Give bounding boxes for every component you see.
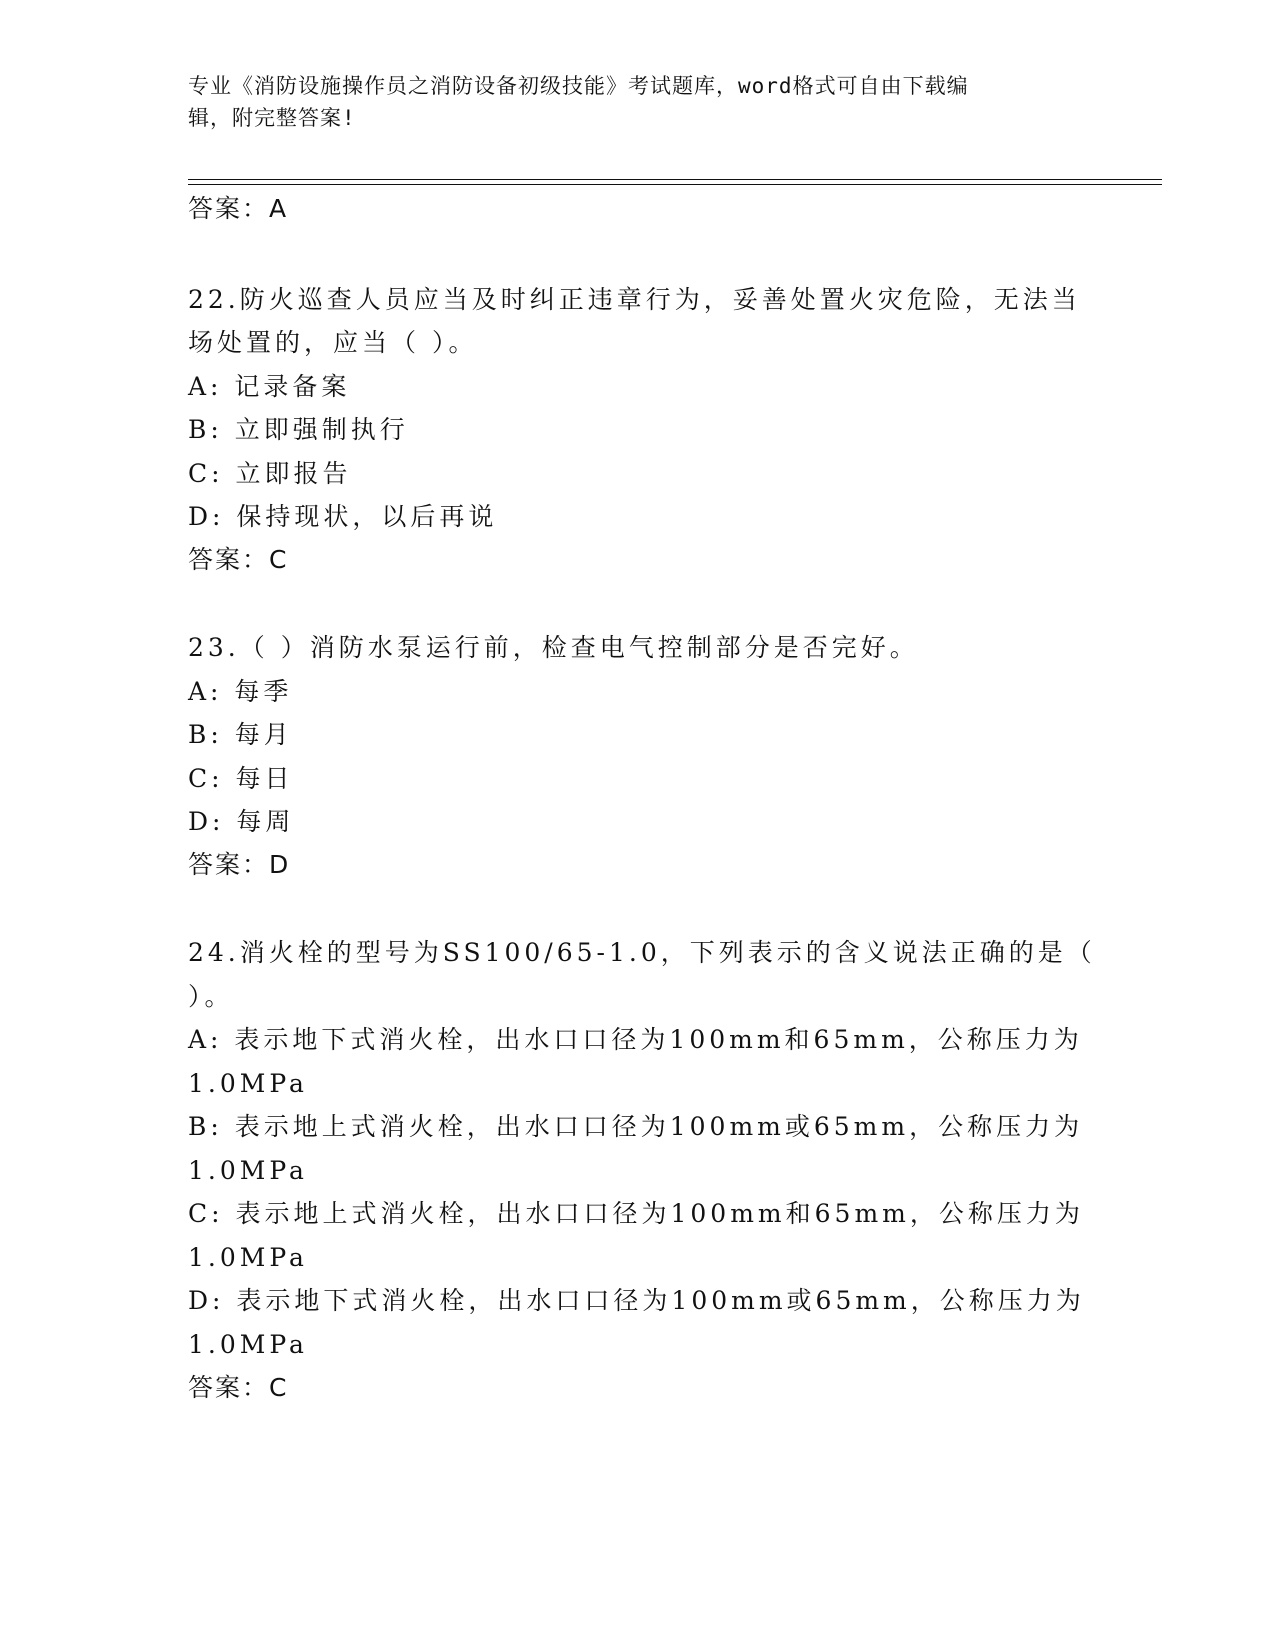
option-item: B: 表示地上式消火栓，出水口口径为100mm或65mm，公称压力为 xyxy=(188,1112,1084,1141)
answer-line: 答案：C xyxy=(188,1373,289,1402)
question-stem: 场处置的，应当（ ）。 xyxy=(188,328,478,357)
option-item: D: 每周 xyxy=(188,807,295,836)
option-item: 1.0MPa xyxy=(188,1330,308,1359)
option-item: A: 每季 xyxy=(188,677,293,706)
option-item: C: 立即报告 xyxy=(188,459,352,488)
option-item: D: 保持现状，以后再说 xyxy=(188,502,498,531)
option-item: 1.0MPa xyxy=(188,1243,308,1272)
option-item: C: 每日 xyxy=(188,764,294,793)
document-header xyxy=(188,70,1088,134)
header-divider xyxy=(188,179,1162,180)
option-item: C: 表示地上式消火栓，出水口口径为100mm和65mm，公称压力为 xyxy=(188,1199,1084,1228)
option-item: B: 每月 xyxy=(188,720,293,749)
question-stem: ）。 xyxy=(188,982,234,1011)
answer-line: 答案：A xyxy=(188,194,289,223)
question-stem: 24.消火栓的型号为SS100/65-1.0，下列表示的含义说法正确的是（ xyxy=(188,938,1096,967)
option-item: A: 表示地下式消火栓，出水口口径为100mm和65mm，公称压力为 xyxy=(188,1025,1083,1054)
option-item: 1.0MPa xyxy=(188,1069,308,1098)
header-divider xyxy=(188,184,1162,185)
option-item: 1.0MPa xyxy=(188,1156,308,1185)
header-line: 专业《消防设施操作员之消防设备初级技能》考试题库，word格式可自由下载编 xyxy=(188,74,969,98)
option-item: A: 记录备案 xyxy=(188,372,351,401)
answer-line: 答案：C xyxy=(188,545,289,574)
question-stem: 23.（ ）消防水泵运行前，检查电气控制部分是否完好。 xyxy=(188,633,919,662)
option-item: B: 立即强制执行 xyxy=(188,415,409,444)
question-stem: 22.防火巡查人员应当及时纠正违章行为，妥善处置火灾危险，无法当 xyxy=(188,285,1081,314)
answer-line: 答案：D xyxy=(188,850,291,879)
option-item: D: 表示地下式消火栓，出水口口径为100mm或65mm，公称压力为 xyxy=(188,1286,1085,1315)
header-line: 辑，附完整答案! xyxy=(188,106,356,130)
